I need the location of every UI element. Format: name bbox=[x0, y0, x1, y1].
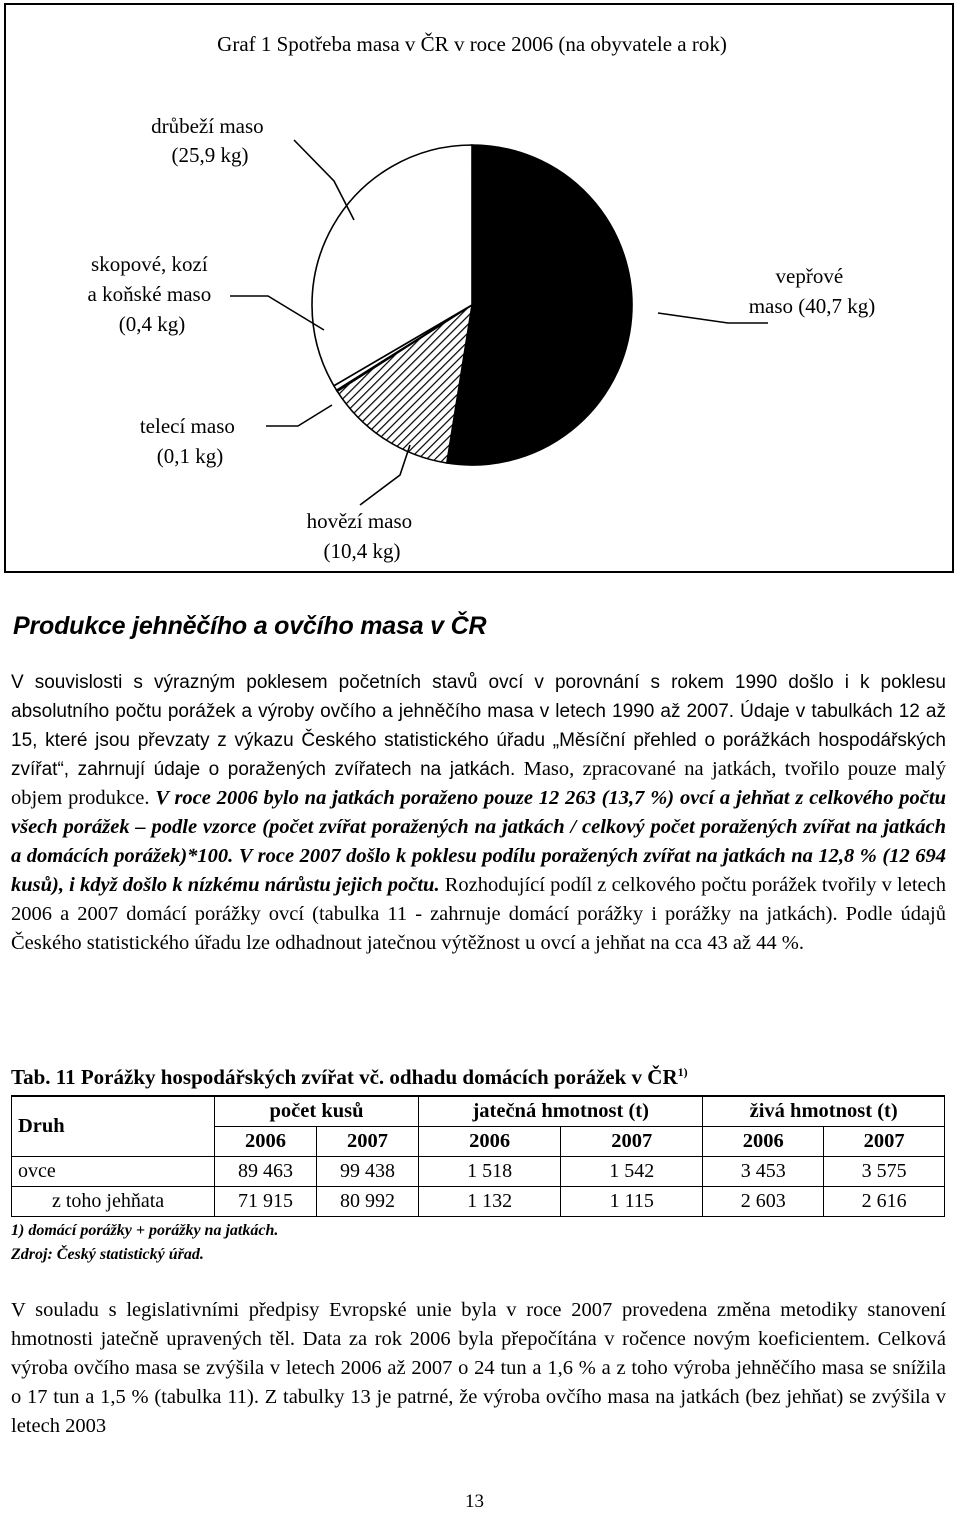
paragraph-methodology: V souladu s legislativními předpisy Evropské unie byla v roce 2007 provedena změna metodiky stanovení hmotnosti jatečně upravených těl. Data za rok 2006 byla přepočítána v ročence novým koeficientem. Celková výroba ovčího masa se zvýšila v letech 2006 až 2007 o 24 tun a 1,6 % a z toho výroba jehněčího masa se snížila o 17 tun a 1,5 % (tabulka 11). Z tabulky 13 je patrné, že výroba ovčího masa na jatkách (bez jehňat) se zvýšila v letech 2003 bbox=[11, 1299, 946, 1437]
table-source: Zdroj: Český statistický úřad. bbox=[11, 1246, 204, 1263]
table-cell: 80 992 bbox=[317, 1187, 419, 1217]
table-cell: 1 542 bbox=[561, 1157, 703, 1187]
table-cell: 1 132 bbox=[419, 1187, 561, 1217]
col-year: 2006 bbox=[215, 1127, 317, 1157]
col-year: 2006 bbox=[703, 1127, 824, 1157]
row-label: ovce bbox=[12, 1157, 215, 1187]
pie-slice-0 bbox=[447, 145, 632, 465]
label-veprove: vepřové maso (40,7 kg) bbox=[748, 264, 876, 318]
table-cell: 1 115 bbox=[561, 1187, 703, 1217]
leader-line-teleci bbox=[266, 405, 332, 426]
col-year: 2007 bbox=[824, 1127, 945, 1157]
table-caption: Tab. 11 Porážky hospodářských zvířat vč. odhadu domácích porážek v ČR$^{1)}$ bbox=[11, 1065, 688, 1089]
pie-chart-frame bbox=[4, 3, 954, 573]
table-cell: 89 463 bbox=[215, 1157, 317, 1187]
col-year: 2006 bbox=[419, 1127, 561, 1157]
table-row bbox=[12, 1187, 945, 1217]
paragraph-text-3: V roce 2006 bylo na jatkách poraženo pouze 12 263 (13,7 %) ovcí a jehňat z celkového počtu všech porážek – podle vzorce (počet zvířat poražených na jatkách / celkový počet poražených zvířat na jatkách a domácích porážek)*100. V roce 2007 došlo k poklesu podílu poražených zvířat na jatkách na 12,8 % (12 694 kusů), i když došlo k nízkému nárůstu jejich počtu. bbox=[11, 787, 946, 896]
leader-line-skopove bbox=[230, 296, 324, 330]
table-cell: 1 518 bbox=[419, 1157, 561, 1187]
label-drubezi: drůbeží maso (25,9 kg) bbox=[151, 114, 264, 167]
section-title: Produkce jehněčího a ovčího masa v ČR bbox=[13, 612, 487, 640]
col-year: 2007 bbox=[561, 1127, 703, 1157]
slaughter-table bbox=[11, 1095, 945, 1217]
chart-title: Graf 1 Spotřeba masa v ČR v roce 2006 (na obyvatele a rok) bbox=[217, 32, 727, 56]
table-footnote: 1) domácí porážky + porážky na jatkách. bbox=[11, 1222, 279, 1239]
table-cell: 3 575 bbox=[824, 1157, 945, 1187]
page-number: 13 bbox=[465, 1491, 484, 1512]
table-cell: 3 453 bbox=[703, 1157, 824, 1187]
col-group-ziva: živá hmotnost (t) bbox=[703, 1096, 945, 1127]
paragraph-production bbox=[11, 668, 946, 958]
pie-chart bbox=[6, 5, 952, 571]
label-skopove: skopové, kozí a koňské maso (0,4 kg) bbox=[87, 252, 212, 336]
paragraph-text-1: V souvislosti s výrazným poklesem početních stavů ovcí v porovnání s rokem 1990 došlo i k poklesu absolutního počtu porážek a výroby ovčího a jehněčího masa v letech 1990 až 2007. Údaje v tabulkách 12 až 15, které jsou převzaty z výkazu Českého statistického úřadu „Měsíční přehled o porážkách hospodářských zvířat“, zahrnují údaje o poražených zvířatech na jatkách. bbox=[11, 672, 946, 780]
table-cell: 2 616 bbox=[824, 1187, 945, 1217]
table-row bbox=[12, 1157, 945, 1187]
table-cell: 71 915 bbox=[215, 1187, 317, 1217]
paragraph-text-4: Rozhodující podíl z celkového počtu porážek tvořily v letech 2006 a 2007 domácí porážky ovcí (tabulka 11 - zahrnuje domácí porážky i porážky na jatkách). Podle údajů Českého statistického úřadu lze odhadnout jatečnou výtěžnost u ovcí a jehňat na cca 43 až 44 %. bbox=[11, 874, 946, 954]
col-druh: Druh bbox=[12, 1096, 215, 1157]
col-year: 2007 bbox=[317, 1127, 419, 1157]
col-group-pocet: počet kusů bbox=[215, 1096, 419, 1127]
leader-line-hovezi bbox=[360, 445, 410, 505]
paragraph-text-2: Maso, zpracované na jatkách, tvořilo pouze malý objem produkce. bbox=[11, 758, 947, 809]
pie-slices bbox=[312, 145, 632, 465]
table-cell: 2 603 bbox=[703, 1187, 824, 1217]
row-label: z toho jehňata bbox=[12, 1187, 215, 1217]
label-hovezi: hovězí maso (10,4 kg) bbox=[306, 509, 413, 563]
table-cell: 99 438 bbox=[317, 1157, 419, 1187]
label-teleci: telecí maso (0,1 kg) bbox=[139, 414, 235, 468]
col-group-jatecna: jatečná hmotnost (t) bbox=[419, 1096, 703, 1127]
